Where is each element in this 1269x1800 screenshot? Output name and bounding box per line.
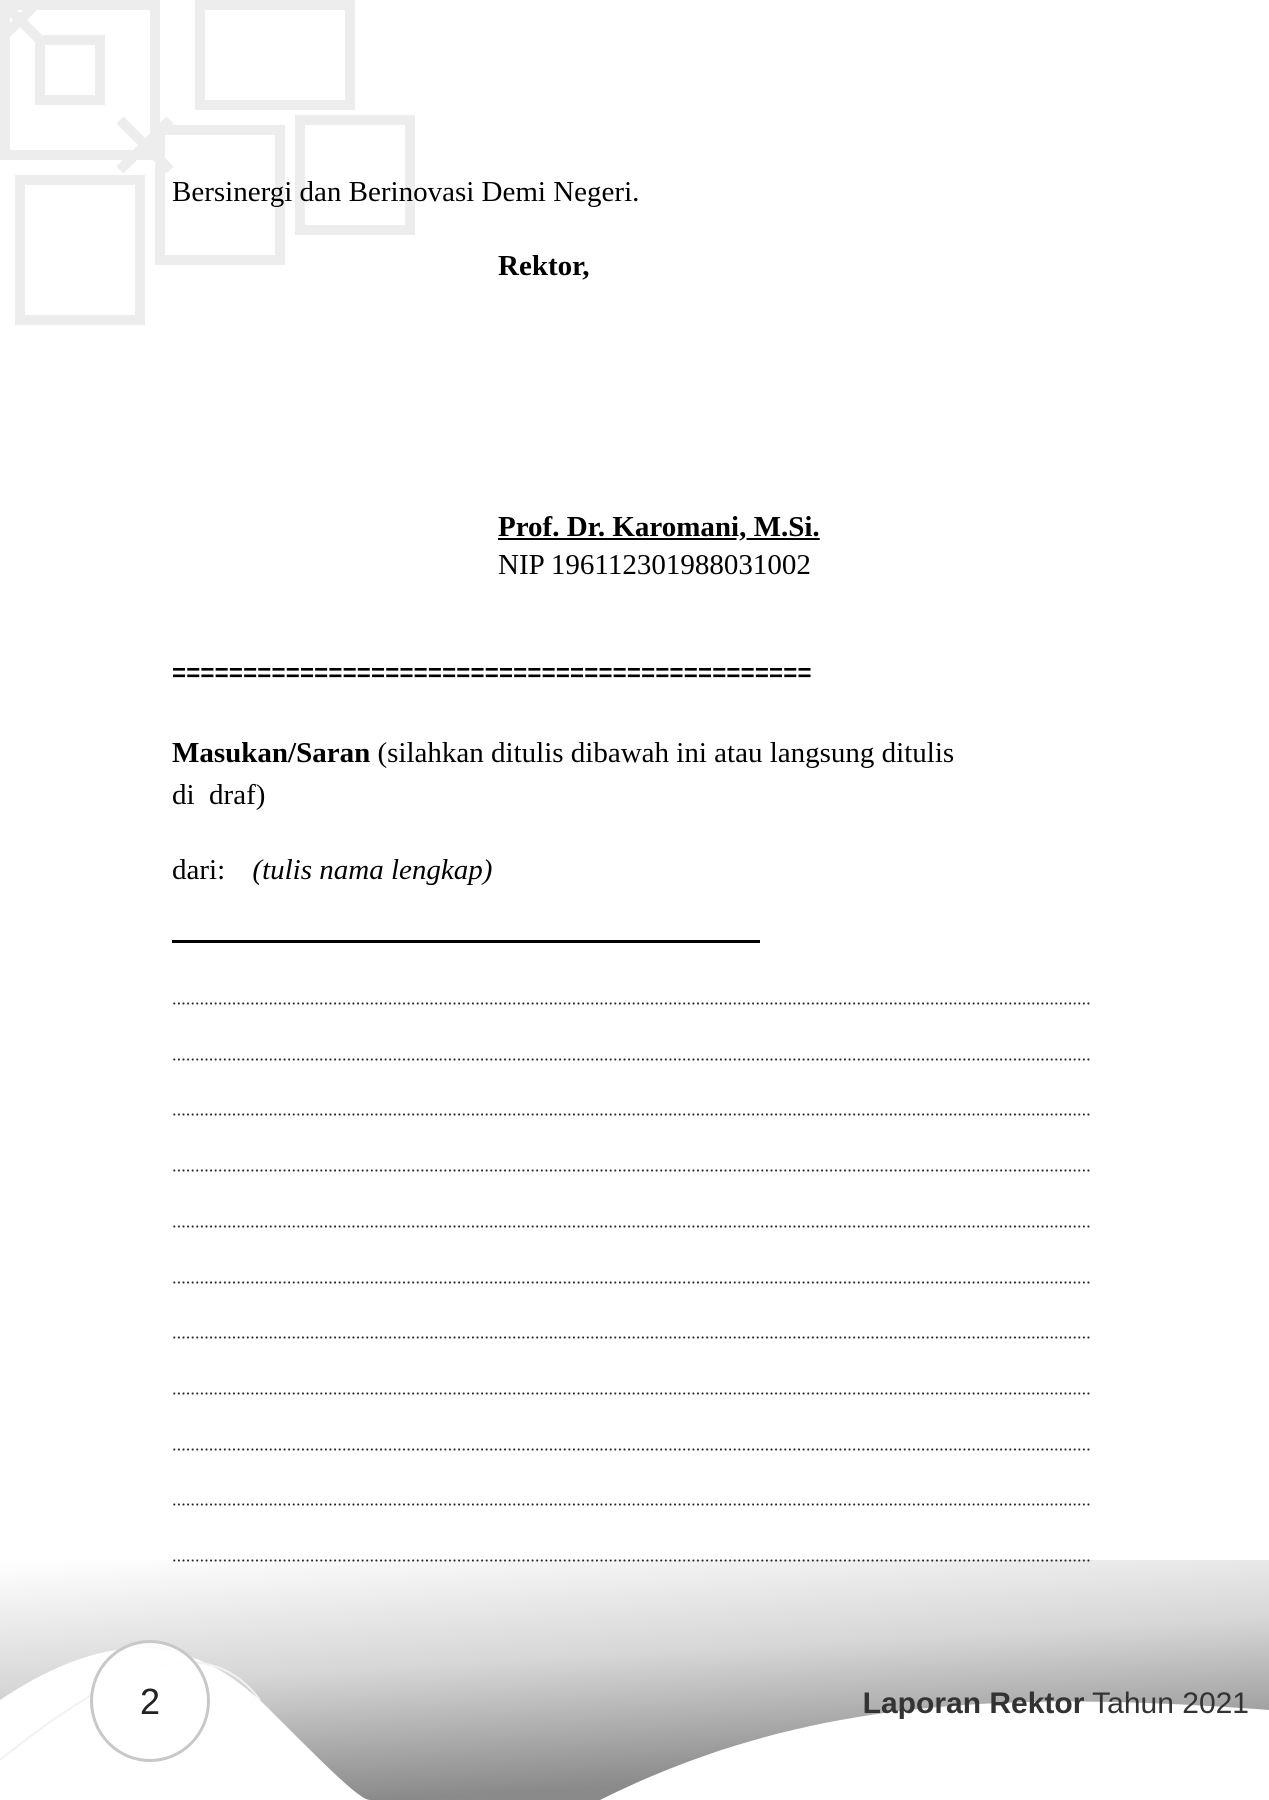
dotted-writing-line[interactable] [172, 1448, 1092, 1451]
page-number: 2 [139, 1681, 161, 1722]
report-brand [863, 1687, 1249, 1721]
page-number-badge [90, 1640, 210, 1762]
dotted-writing-line[interactable] [172, 1169, 1092, 1172]
dotted-writing-line[interactable] [172, 1113, 1092, 1116]
dotted-writing-line[interactable] [172, 1002, 1092, 1005]
dotted-writing-line[interactable] [172, 1336, 1092, 1339]
signatory-title: Rektor, [498, 250, 590, 282]
dotted-writing-line[interactable] [172, 1559, 1092, 1562]
separator-line: ============================================= [172, 660, 812, 687]
from-field [172, 856, 492, 885]
feedback-heading [172, 739, 954, 768]
signatory-nip: NIP 196112301988031002 [498, 549, 811, 581]
dotted-writing-line[interactable] [172, 1058, 1092, 1061]
feedback-heading-instructions: (silahkan ditulis dibawah ini atau langsung ditulis [370, 737, 955, 769]
dotted-writing-line[interactable] [172, 1392, 1092, 1395]
dotted-writing-line[interactable] [172, 1225, 1092, 1228]
dotted-writing-line[interactable] [172, 1503, 1092, 1506]
brand-bold: Laporan Rektor [862, 1687, 1085, 1720]
from-placeholder: (tulis nama lengkap) [252, 854, 493, 886]
brand-year: Tahun 2021 [1084, 1687, 1249, 1720]
closing-line: Bersinergi dan Berinovasi Demi Negeri. [172, 176, 640, 208]
name-underline[interactable] [172, 940, 760, 943]
feedback-heading-line2: di draf) [172, 779, 266, 811]
dotted-writing-line[interactable] [172, 1281, 1092, 1284]
feedback-heading-bold: Masukan/Saran [172, 737, 371, 769]
from-label: dari: [172, 854, 226, 886]
signatory-name: Prof. Dr. Karomani, M.Si. [498, 511, 820, 543]
